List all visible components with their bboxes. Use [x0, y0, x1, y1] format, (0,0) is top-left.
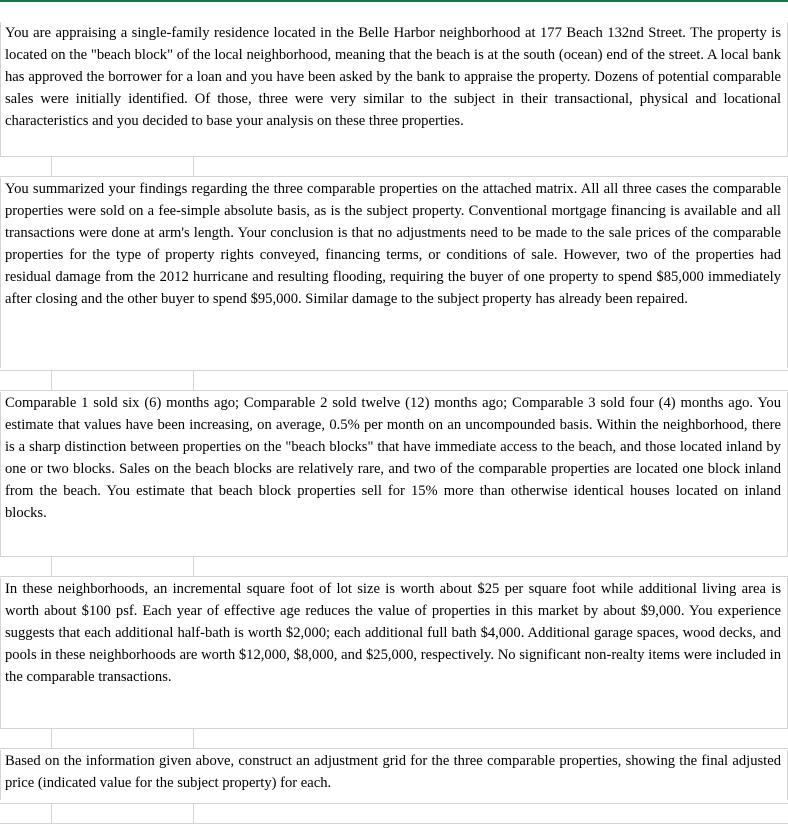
empty-cell[interactable]: [52, 557, 194, 576]
empty-cell[interactable]: [52, 729, 194, 748]
empty-cell[interactable]: [52, 804, 194, 823]
empty-cell[interactable]: [0, 157, 52, 176]
cell-paragraph-2[interactable]: You summarized your findings regarding the three comparable properties on the attached matrix. All all three cases the comparable properties were sold on a fee-simple absolute basis, as is the subject property. Conventional mortgage financing is available and all transactions were done at arm's length. Your conclusion is that no adjustments need to be made to the sale prices of the comparable properties for the type of property rights conveyed, financing terms, or conditions of sale. However, two of the properties had residual damage from the 2012 hurricane and resulting flooding, requiring the buyer of one property to spend $85,000 immediately after closing and the other buyer to spend $95,000. Similar damage to the subject property has already been repaired.: [0, 178, 788, 368]
empty-cell[interactable]: [52, 371, 194, 390]
empty-row[interactable]: [0, 156, 788, 177]
empty-row[interactable]: [0, 728, 788, 749]
cell-paragraph-1[interactable]: You are appraising a single-family residence located in the Belle Harbor neighborhood at 177 Beach 132nd Street. The property is located on the "beach block" of the local neighborhood, meaning that the beach is at the south (ocean) end of the street. A local bank has approved the borrower for a loan and you have been asked by the bank to appraise the property. Dozens of potential comparable sales were initially identified. Of those, three were very similar to the subject in their transactional, physical and locational characteristics and you decided to base your analysis on these three properties.: [0, 22, 788, 156]
empty-cell[interactable]: [0, 804, 52, 823]
empty-cell[interactable]: [0, 371, 52, 390]
header-divider: [0, 0, 788, 2]
empty-row[interactable]: [0, 803, 788, 824]
cell-paragraph-4[interactable]: In these neighborhoods, an incremental square foot of lot size is worth about $25 per square foot while additional living area is worth about $100 psf. Each year of effective age reduces the value of properties in this market by about $9,000. You experience suggests that each additional half-bath is worth $2,000; each additional full bath $4,000. Additional garage spaces, wood decks, and pools in these neighborhoods are worth $12,000, $8,000, and $25,000, respectively. No significant non-realty items were included in the comparable transactions.: [0, 578, 788, 728]
empty-cell[interactable]: [52, 157, 194, 176]
empty-row[interactable]: [0, 370, 788, 391]
empty-cell[interactable]: [0, 729, 52, 748]
cell-paragraph-3[interactable]: Comparable 1 sold six (6) months ago; Comparable 2 sold twelve (12) months ago; Comparable 3 sold four (4) months ago. You estimate that values have been increasing, on average, 0.5% per month on an uncompounded basis. Within the neighborhood, there is a sharp distinction between properties on the "beach blocks" that have immediate access to the beach, and those located inland by one or two blocks. Sales on the beach blocks are relatively rare, and two of the comparable properties are located one block inland from the beach. You estimate that beach block properties sell for 15% more than otherwise identical houses located on inland blocks.: [0, 392, 788, 556]
empty-cell[interactable]: [0, 557, 52, 576]
empty-row[interactable]: [0, 556, 788, 577]
cell-paragraph-5[interactable]: Based on the information given above, construct an adjustment grid for the three comparable properties, showing the final adjusted price (indicated value for the subject property) for each.: [0, 750, 788, 800]
